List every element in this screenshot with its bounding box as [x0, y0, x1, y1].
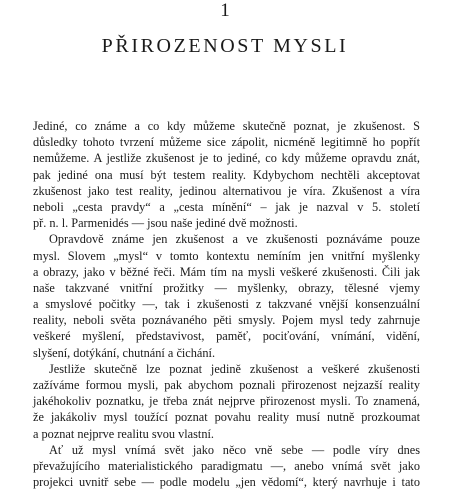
- text-line: převažujícího materialistického paradigmatu —, anebo vnímá svět jako: [33, 458, 420, 473]
- text-line: a poznat nejprve realitu svou vlastní.: [33, 426, 214, 441]
- text-line: a smyslové počitky —, tak i zkušenosti z takzvané vnější konsenzuální: [33, 297, 420, 312]
- text-line: že jakákoliv mysl toužící poznat povahu reality musí nutně prozkoumat: [33, 410, 420, 425]
- paragraph: [33, 231, 420, 361]
- text-line: nemůžeme. A jestliže zkušenost je to jediné, co kdy můžeme opravdu znát,: [33, 151, 420, 166]
- text-line: důsledky tohoto tvrzení můžeme sice zápolit, nicméně legitimně ho popřít: [33, 135, 420, 150]
- text-line: reality, neboli světa poznávaného pěti smysly. Pojem mysl tedy zahrnuje: [33, 313, 420, 328]
- body-text: [33, 118, 420, 490]
- text-line: Jediné, co známe a co kdy můžeme skutečně poznat, je zkušenost. S: [33, 119, 420, 133]
- paragraph: [33, 361, 420, 442]
- paragraph: [33, 442, 420, 490]
- chapter-number: 1: [220, 0, 230, 21]
- text-line: projekci uvnitř sebe — podle modelu „jen vědomí“, který navrhuje i tato: [33, 475, 420, 490]
- text-line: Opravdově známe jen zkušenost a ve zkušenosti poznáváme pouze: [49, 232, 420, 247]
- text-line: Ať už mysl vnímá svět jako něco vně sebe — podle víry dnes: [49, 442, 420, 457]
- text-line: mysl. Slovem „mysl“ v tomto kontextu nemíním jen vnitřní myšlenky: [33, 248, 420, 263]
- text-line: pak jediné ona musí být testem reality. Kdybychom nechtěli akceptovat: [33, 167, 420, 182]
- text-line: a obrazy, jako v běžné řeči. Mám tím na mysli veškeré zkušenosti. Čili jak: [33, 264, 420, 279]
- text-line: př. n. l. Parmenidés — jsou naše jediné dvě možnosti.: [33, 216, 298, 231]
- text-line: naše takzvané vnitřní prožitky — myšlenky, obrazy, tělesné vjemy: [33, 280, 420, 295]
- text-line: slyšení, dotýkání, chutnání a čichání.: [33, 345, 216, 360]
- chapter-title: PŘIROZENOST MYSLI: [101, 35, 349, 57]
- text-line: jakéhokoliv poznatku, je třeba znát nejprve přirozenost mysli. To znamená,: [33, 394, 420, 409]
- text-line: Jestliže skutečně lze poznat jedině zkušenost a veškeré zkušenosti: [49, 361, 420, 376]
- text-line: zažíváme formou mysli, pak abychom poznali přirozenost nejzazší reality: [33, 378, 420, 392]
- text-line: neboli „cesta pravdy“ a „cesta mínění“ – jak je nazval v 5. století: [33, 199, 420, 214]
- text-line: zkušenost jako test reality, jedinou alternativou je víra. Zkušenost a víra: [33, 183, 420, 198]
- paragraph: [33, 118, 420, 231]
- text-line: veškeré myšlení, představivost, paměť, pociťování, vnímání, vidění,: [33, 329, 420, 344]
